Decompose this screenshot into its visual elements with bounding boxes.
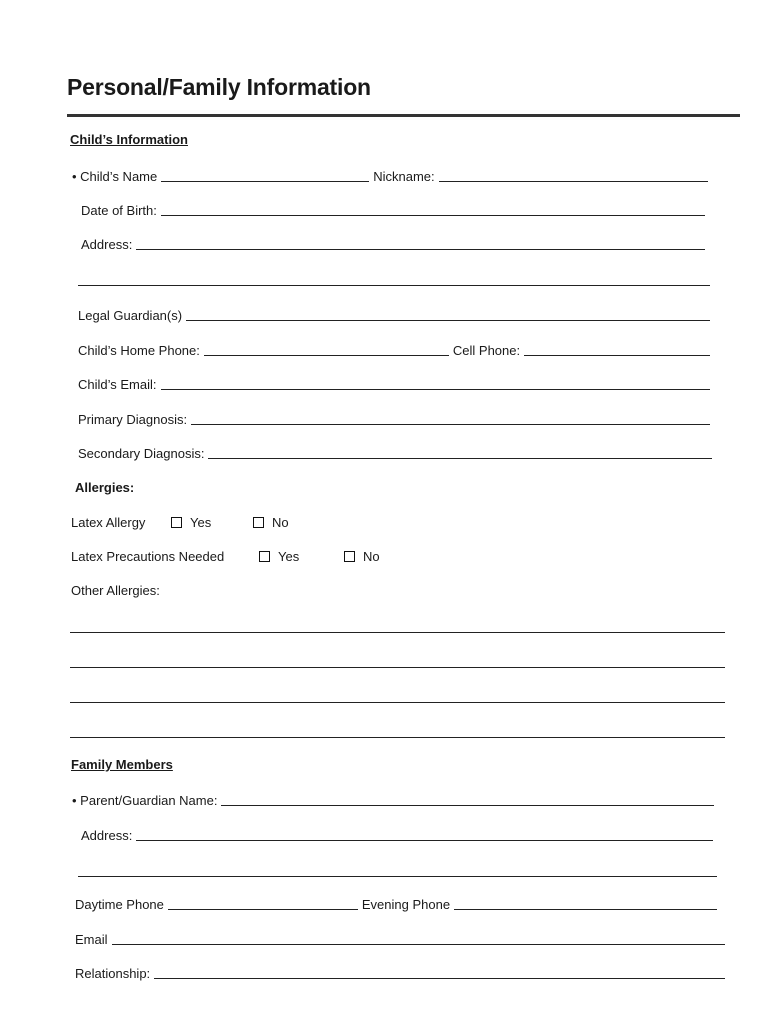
title-divider <box>67 114 740 117</box>
family-email-row <box>75 929 729 949</box>
home-phone-field[interactable] <box>204 354 449 356</box>
family-address-line-2[interactable] <box>78 876 717 877</box>
nickname-label: Nickname: <box>373 169 435 184</box>
checkbox-icon[interactable] <box>259 551 270 562</box>
latex-allergy-row <box>71 512 289 532</box>
yes-label: Yes <box>190 515 212 530</box>
secondary-diagnosis-label: Secondary Diagnosis: <box>78 446 205 461</box>
family-address-field[interactable] <box>136 839 713 841</box>
other-allergies-line-3[interactable] <box>70 702 725 703</box>
primary-diagnosis-row <box>78 409 714 429</box>
latex-precautions-no[interactable] <box>344 549 380 566</box>
other-allergies-line-2[interactable] <box>70 667 725 668</box>
daytime-phone-label: Daytime Phone <box>75 897 164 912</box>
latex-allergy-no[interactable] <box>253 515 289 532</box>
allergies-heading: Allergies: <box>75 480 135 495</box>
child-email-label: Child’s Email: <box>78 377 157 392</box>
family-phone-row <box>75 894 721 914</box>
no-label: No <box>363 549 380 564</box>
nickname-field[interactable] <box>439 180 708 182</box>
parent-name-label: • Parent/Guardian Name: <box>72 793 218 808</box>
guardian-row <box>78 305 714 325</box>
child-phone-row <box>78 340 714 360</box>
child-name-field[interactable] <box>161 180 369 182</box>
relationship-row <box>75 963 729 983</box>
relationship-label: Relationship: <box>75 966 151 981</box>
home-phone-label: Child’s Home Phone: <box>78 343 200 358</box>
primary-diagnosis-label: Primary Diagnosis: <box>78 412 188 427</box>
evening-phone-label: Evening Phone <box>361 897 451 912</box>
latex-precautions-row <box>71 546 380 566</box>
other-allergies-label: Other Allergies: <box>71 583 160 598</box>
evening-phone-field[interactable] <box>454 908 717 910</box>
cell-phone-label: Cell Phone: <box>452 343 521 358</box>
other-allergies-line-4[interactable] <box>70 737 725 738</box>
family-address-row <box>81 825 717 845</box>
family-email-field[interactable] <box>112 943 725 945</box>
parent-name-field[interactable] <box>221 804 714 806</box>
child-name-row <box>72 166 712 186</box>
checkbox-icon[interactable] <box>171 517 182 528</box>
cell-phone-field[interactable] <box>524 354 710 356</box>
daytime-phone-field[interactable] <box>168 908 358 910</box>
latex-precautions-yes[interactable] <box>259 549 344 566</box>
dob-row <box>81 200 709 220</box>
family-address-label: Address: <box>81 828 133 843</box>
latex-precautions-label: Latex Precautions Needed <box>71 549 225 564</box>
child-address-label: Address: <box>81 237 133 252</box>
family-members-heading: Family Members <box>71 757 173 772</box>
other-allergies-line-1[interactable] <box>70 632 725 633</box>
child-address-row <box>81 234 709 254</box>
no-label: No <box>272 515 289 530</box>
child-name-label: • Child’s Name <box>72 169 158 184</box>
child-address-line-2[interactable] <box>78 285 710 286</box>
secondary-diagnosis-field[interactable] <box>208 457 712 459</box>
secondary-diagnosis-row <box>78 443 716 463</box>
latex-allergy-label: Latex Allergy <box>71 515 146 530</box>
guardian-field[interactable] <box>186 319 710 321</box>
family-email-label: Email <box>75 932 108 947</box>
relationship-field[interactable] <box>154 977 725 979</box>
child-email-row <box>78 374 714 394</box>
latex-allergy-yes[interactable] <box>171 515 253 532</box>
child-address-field[interactable] <box>136 248 705 250</box>
yes-label: Yes <box>278 549 300 564</box>
checkbox-icon[interactable] <box>344 551 355 562</box>
parent-name-row <box>72 790 718 810</box>
guardian-label: Legal Guardian(s) <box>78 308 183 323</box>
dob-label: Date of Birth: <box>81 203 157 218</box>
page-title: Personal/Family Information <box>67 74 371 100</box>
childs-information-heading: Child’s Information <box>70 132 188 147</box>
checkbox-icon[interactable] <box>253 517 264 528</box>
dob-field[interactable] <box>161 214 705 216</box>
child-email-field[interactable] <box>161 388 710 390</box>
primary-diagnosis-field[interactable] <box>191 423 710 425</box>
